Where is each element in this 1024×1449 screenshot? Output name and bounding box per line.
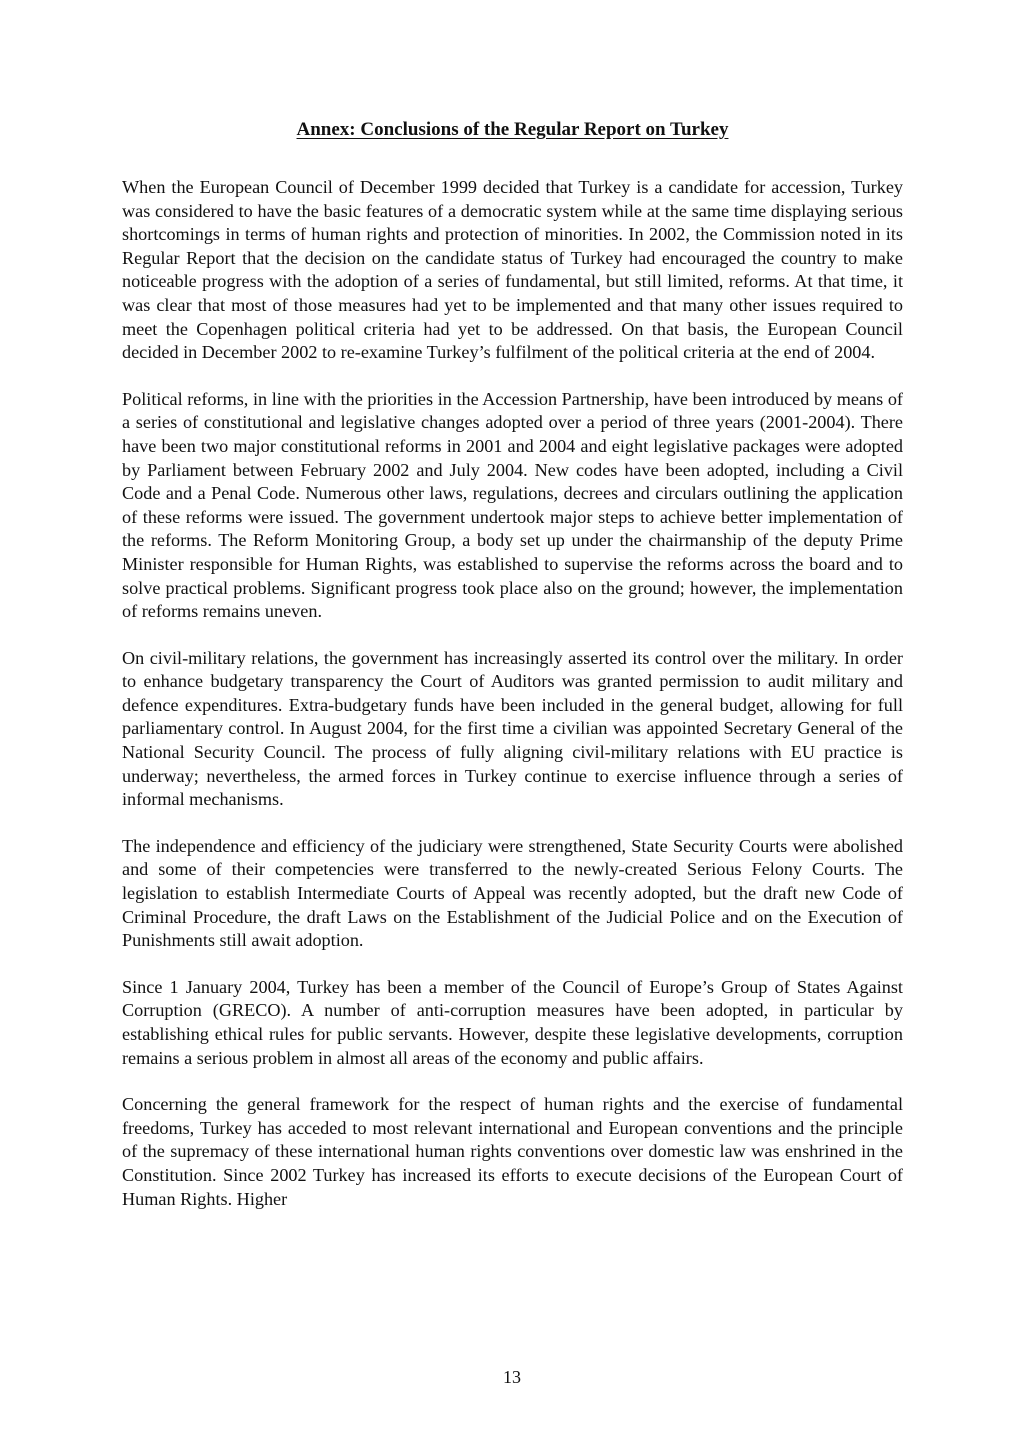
- document-title: Annex: Conclusions of the Regular Report on Turkey: [296, 119, 729, 140]
- paragraph-judiciary: The independence and efficiency of the judiciary were strengthened, State Security Courts were abolished and some of their competencies were transferred to the newly-created Serious Felony Courts. The legislation to establish Intermediate Courts of Appeal was recently adopted, but the draft new Code of Criminal Procedure, the draft Laws on the Establishment of the Judicial Police and on the Execution of Punishments still await adoption.: [122, 835, 903, 951]
- paragraph-anti-corruption: Since 1 January 2004, Turkey has been a member of the Council of Europe’s Group of States Against Corruption (GRECO). A number of anti-corruption measures have been adopted, in particular by establishing ethical rules for public servants. However, despite these legislative developments, corruption remains a serious problem in almost all areas of the economy and public affairs.: [122, 976, 903, 1068]
- paragraph-accession-background: When the European Council of December 1999 decided that Turkey is a candidate for accession, Turkey was considered to have the basic features of a democratic system while at the same time displaying serious shortcomings in terms of human rights and protection of minorities. In 2002, the Commission noted in its Regular Report that the decision on the candidate status of Turkey had encouraged the country to make noticeable progress with the adoption of a series of fundamental, but still limited, reforms. At that time, it was clear that most of those measures had yet to be implemented and that many other issues required to meet the Copenhagen political criteria had yet to be addressed. On that basis, the European Council decided in December 2002 to re-examine Turkey’s fulfilment of the political criteria at the end of 2004.: [122, 177, 903, 363]
- paragraph-human-rights-framework: Concerning the general framework for the respect of human rights and the exercise of fundamental freedoms, Turkey has acceded to most relevant international and European conventions and the principle of the supremacy of these international human rights conventions over domestic law was enshrined in the Constitution. Since 2002 Turkey has increased its efforts to execute decisions of the European Court of Human Rights. Higher: [122, 1094, 903, 1209]
- paragraph-political-reforms: Political reforms, in line with the priorities in the Accession Partnership, have been introduced by means of a series of constitutional and legislative changes adopted over a period of three years (2001-2004). There have been two major constitutional reforms in 2001 and 2004 and eight legislative packages were adopted by Parliament between February 2002 and July 2004. New codes have been adopted, including a Civil Code and a Penal Code. Numerous other laws, regulations, decrees and circulars outlining the application of these reforms were issued. The government undertook major steps to achieve better implementation of the reforms. The Reform Monitoring Group, a body set up under the chairmanship of the deputy Prime Minister responsible for Human Rights, was established to supervise the reforms across the board and to solve practical problems. Significant progress took place also on the ground; however, the implementation of reforms remains uneven.: [122, 388, 903, 622]
- document-page: [122, 118, 903, 1234]
- page-number: 13: [503, 1367, 521, 1387]
- paragraph-civil-military-relations: On civil-military relations, the government has increasingly asserted its control over the military. In order to enhance budgetary transparency the Court of Auditors was granted permission to audit military and defence expenditures. Extra-budgetary funds have been included in the general budget, allowing for full parliamentary control. In August 2004, for the first time a civilian was appointed Secretary General of the National Security Council. The process of fully aligning civil-military relations with EU practice is underway; nevertheless, the armed forces in Turkey continue to exercise influence through a series of informal mechanisms.: [122, 647, 903, 810]
